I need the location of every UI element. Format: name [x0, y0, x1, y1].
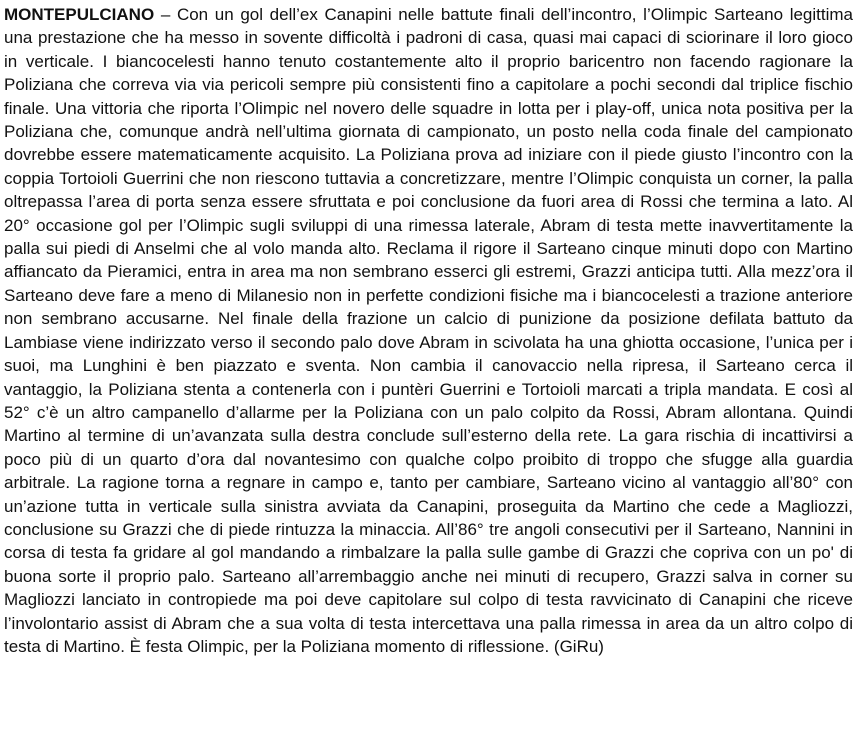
- dateline: MONTEPULCIANO: [4, 5, 155, 24]
- article-paragraph: [4, 3, 853, 658]
- article-body: Con un gol dell’ex Canapini nelle battute finali dell’incontro, l’Olimpic Sarteano legittima una prestazione che ha messo in sovente difficoltà i padroni di casa, quasi mai capaci di sciorinare il loro gioco in verticale. I biancocelesti hanno tenuto costantemente alto il proprio baricentro non facendo ragionare la Poliziana che correva via via pericoli sempre più consistenti fino a capitolare a pochi secondi dal triplice fischio finale. Una vittoria che riporta l’Olimpic nel novero delle squadre in lotta per i play-off, unica nota positiva per la Poliziana che, comunque andrà nell’ultima giornata di campionato, un posto nella coda finale del campionato dovrebbe essere matematicamente acquisito. La Poliziana prova ad iniziare con il piede giusto l’incontro con la coppia Tortoioli Guerrini che non riescono tuttavia a concretizzare, mentre l’Olimpic conquista un corner, la palla oltrepassa l’area di porta senza essere sfruttata e poi conclusione da fuori area di Rossi che termina a lato. Al 20° occasione gol per l’Olimpic sugli sviluppi di una rimessa laterale, Abram di testa mette inavvertitamente la palla sui piedi di Anselmi che al volo manda alto. Reclama il rigore il Sarteano cinque minuti dopo con Martino affiancato da Pieramici, entra in area ma non sembrano esserci gli estremi, Grazzi anticipa tutti. Alla mezz’ora il Sarteano deve fare a meno di Milanesio non in perfette condizioni fisiche ma i biancocelesti a trazione anteriore non sembrano accusarne. Nel finale della frazione un calcio di punizione da posizione defilata battuto da Lambiase viene indirizzato verso il secondo palo dove Abram in scivolata ha una ghiotta occasione, l’unica per i suoi, ma Lunghini è ben piazzato e sventa. Non cambia il canovaccio nella ripresa, il Sarteano cerca il vantaggio, la Poliziana stenta a contenerla con i puntèri Guerrini e Tortoioli marcati a tripla mandata. E così al 52° c’è un altro campanello d’allarme per la Poliziana con un palo colpito da Rossi, Abram allontana. Quindi Martino al termine di un’avanzata sulla destra conclude sull’esterno della rete. La gara rischia di incattivirsi a poco più di un quarto d’ora dal novantesimo con qualche colpo proibito di troppo che sfugge alla guardia arbitrale. La ragione torna a regnare in campo e, tanto per cambiare, Sarteano vicino al vantaggio all’80° con un’azione tutta in verticale sulla sinistra avviata da Canapini, proseguita da Martino che cede a Magliozzi, conclusione su Grazzi che di piede rintuzza la minaccia. All’86° tre angoli consecutivi per il Sarteano, Nannini in corsa di testa fa gridare al gol mandando a rimbalzare la palla sulle gambe di Grazzi che copriva con un po' di buona sorte il proprio palo. Sarteano all’arrembaggio anche nei minuti di recupero, Grazzi salva in corner su Magliozzi lanciato in contropiede ma poi deve capitolare sul colpo di testa ravvicinato di Canapini che riceve l’involontario assist di Abram che a sua volta di testa intercettava una palla rimessa in area da un altro colpo di testa di Martino. È festa Olimpic, per la Poliziana momento di riflessione. (GiRu): [4, 5, 853, 656]
- dateline-separator: –: [154, 5, 177, 24]
